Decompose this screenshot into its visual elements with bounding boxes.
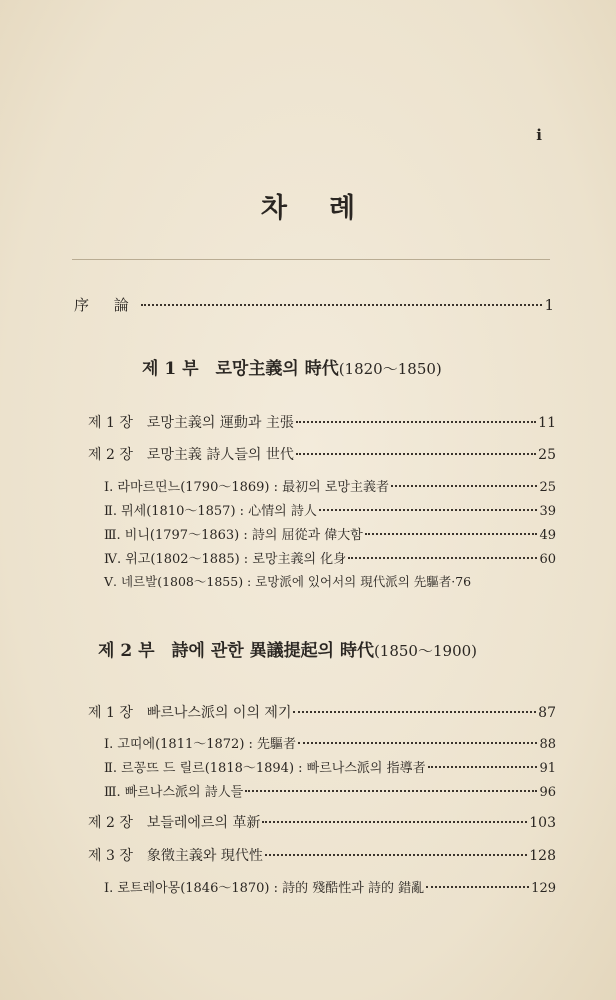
toc-entry[interactable] <box>104 877 556 896</box>
leader-dots <box>298 742 537 744</box>
toc-entry-label: Ⅰ. 라마르띤느(1790～1869) : 最初의 로망主義者 <box>104 480 389 495</box>
toc-entry-page: 87 <box>538 705 556 721</box>
toc-entry[interactable] <box>88 845 556 865</box>
leader-dots <box>262 821 527 823</box>
toc-entry-page: 25 <box>538 447 556 463</box>
toc-entry[interactable] <box>104 781 556 800</box>
toc-entry-label: Ⅴ. 네르발(1808～1855) : 로망派에 있어서의 現代派의 先驅者· <box>104 574 456 589</box>
toc-entry[interactable] <box>104 733 556 752</box>
toc-entry-label: Ⅱ. 르꽁뜨 드 릴르(1818～1894) : 빠르나스派의 指導者 <box>104 761 426 776</box>
toc-entry[interactable] <box>104 524 556 543</box>
toc-entry-page: 76 <box>455 574 472 589</box>
toc-entry-label: Ⅲ. 비니(1797～1863) : 詩의 屈從과 偉大함 <box>104 528 363 543</box>
divider <box>72 259 550 260</box>
toc-entry-page: 11 <box>538 415 556 431</box>
part-heading-title: 제 2 부 詩에 관한 異議提起의 時代 <box>98 641 374 661</box>
toc-entry-label: Ⅱ. 뮈세(1810～1857) : 心情의 詩人 <box>104 504 317 519</box>
leader-dots <box>296 453 536 455</box>
toc-entry-page: 1 <box>544 296 554 314</box>
toc-entry-label: 序 論 <box>74 296 139 314</box>
toc-entry-label: 제 1 장 로망主義의 運動과 主張 <box>88 415 294 431</box>
toc-entry-label: 제 2 장 로망主義 詩人들의 世代 <box>88 447 294 463</box>
leader-dots <box>319 509 538 511</box>
toc-entry[interactable] <box>88 702 556 722</box>
toc-entry-page: 25 <box>539 480 556 495</box>
leader-dots <box>296 421 536 423</box>
toc-entry-label: Ⅰ. 로트레아몽(1846～1870) : 詩的 殘酷性과 詩的 錯亂 <box>104 881 425 896</box>
toc-entry-label: Ⅲ. 빠르나스派의 詩人들 <box>104 785 244 800</box>
toc-entry-page: 39 <box>539 504 556 519</box>
toc-entry-page: 103 <box>529 815 556 831</box>
part-heading-years: (1850～1900) <box>373 642 478 660</box>
toc-entry-page: 129 <box>531 881 556 896</box>
leader-dots <box>141 304 543 306</box>
leader-dots <box>391 485 538 487</box>
toc-entry-page: 88 <box>539 737 556 752</box>
toc-entry[interactable] <box>88 812 556 832</box>
toc-entry-label: Ⅳ. 위고(1802～1885) : 로망主義의 化身 <box>104 552 347 567</box>
part-heading-years: (1820～1850) <box>338 360 442 378</box>
toc-entry-label: 제 3 장 象徵主義와 現代性 <box>88 848 263 864</box>
toc-entry-page: 49 <box>539 528 556 543</box>
toc-entry-page: 128 <box>529 848 556 864</box>
leader-dots <box>426 886 529 888</box>
toc-entry-page: 60 <box>539 552 556 567</box>
toc-entry-label: 제 2 장 보들레에르의 革新 <box>88 815 261 831</box>
toc-entry[interactable] <box>104 572 556 590</box>
leader-dots <box>293 711 536 713</box>
toc-entry-page: 96 <box>539 785 556 800</box>
leader-dots <box>365 533 538 535</box>
part-heading-1 <box>142 354 442 379</box>
part-heading-title: 제 1 부 로망主義의 時代 <box>142 359 339 379</box>
page-number: i <box>536 126 542 144</box>
toc-entry[interactable] <box>104 757 556 776</box>
toc-entry[interactable] <box>88 412 556 432</box>
toc-entry-page: 91 <box>539 761 556 776</box>
toc-entry[interactable] <box>104 476 556 495</box>
toc-entry[interactable] <box>88 444 556 464</box>
toc-entry-label: 제 1 장 빠르나스派의 이의 제기 <box>88 705 292 721</box>
toc-entry[interactable] <box>104 500 556 519</box>
part-heading-2 <box>98 636 477 661</box>
page-title: 차례 <box>260 193 398 224</box>
leader-dots <box>348 557 537 559</box>
toc-entry-label: Ⅰ. 고띠에(1811～1872) : 先驅者 <box>104 737 297 752</box>
leader-dots <box>245 790 537 792</box>
toc-entry-preface[interactable] <box>74 294 554 315</box>
leader-dots <box>265 854 527 856</box>
toc-entry[interactable] <box>104 548 556 567</box>
leader-dots <box>428 766 538 768</box>
